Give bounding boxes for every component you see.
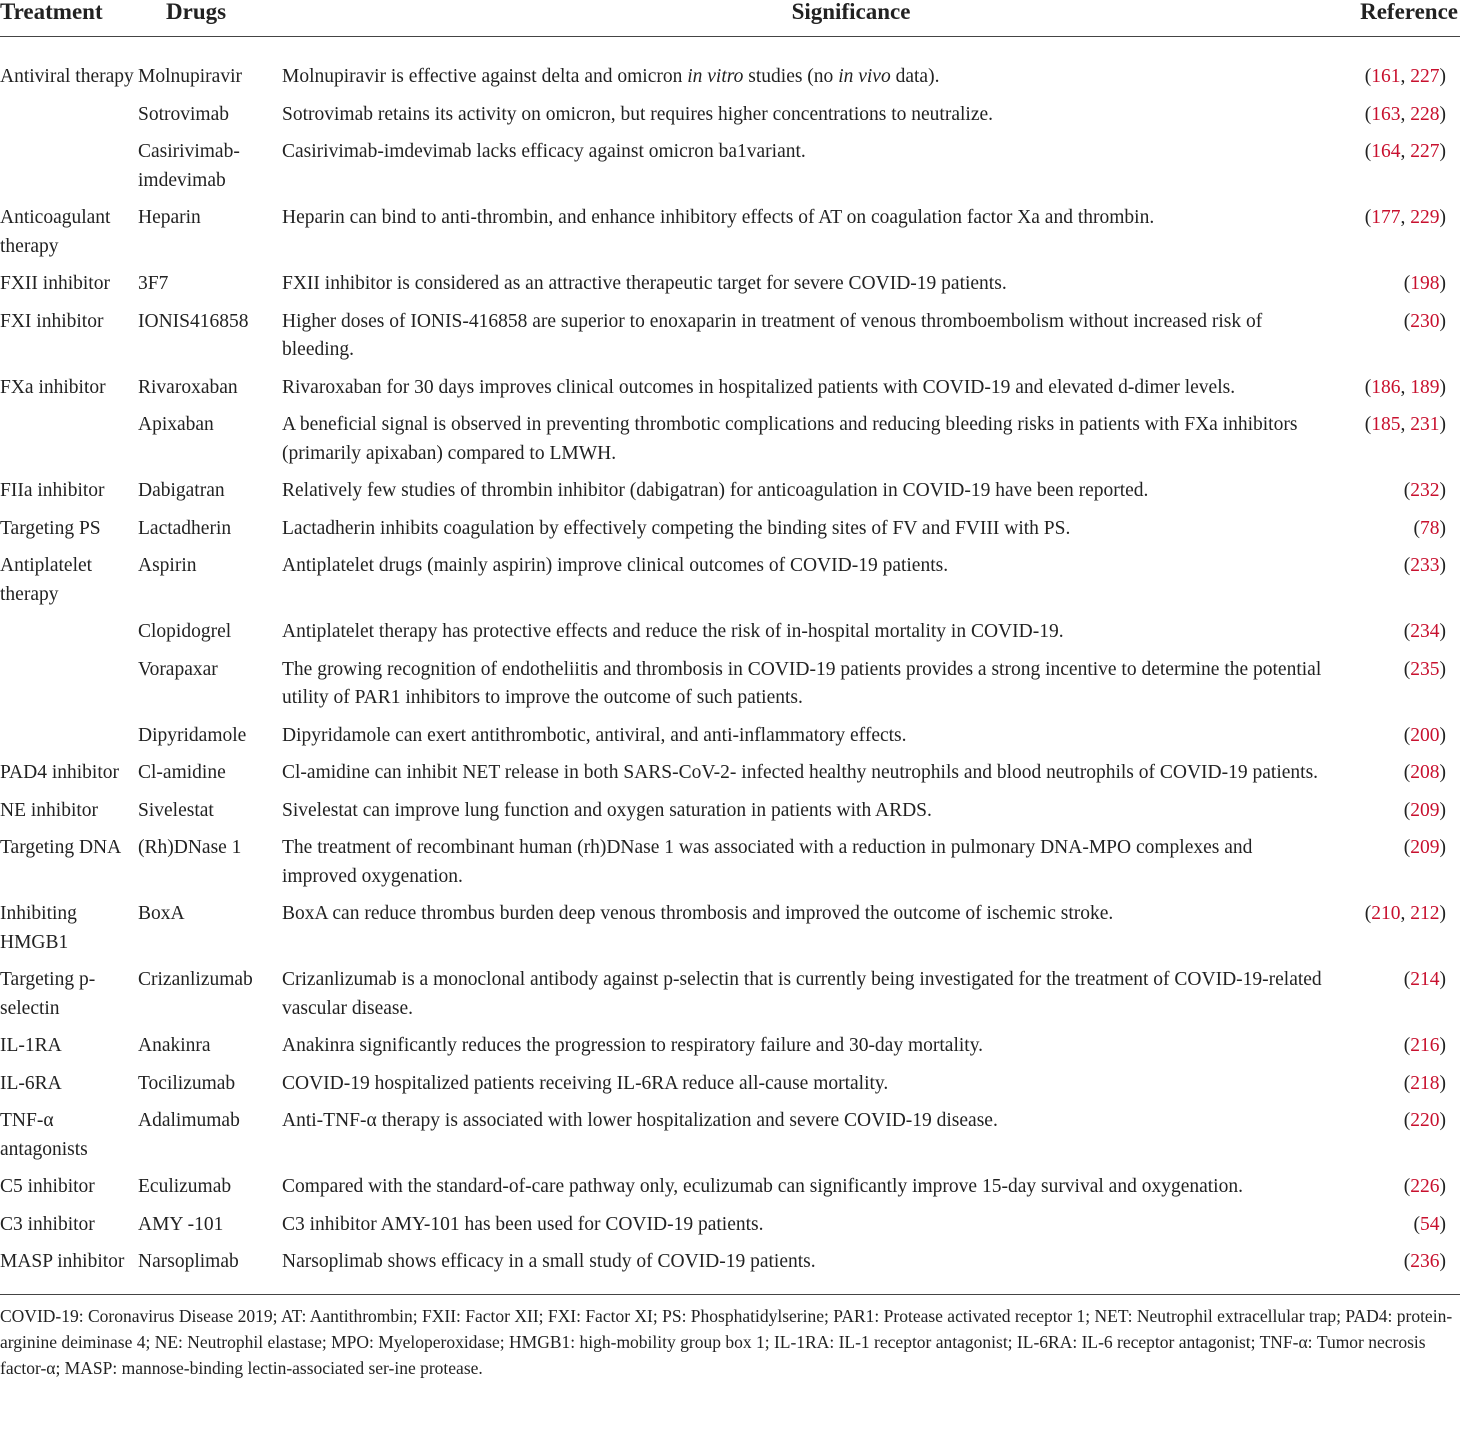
- significance-cell: [282, 618, 1340, 656]
- table-row: [0, 270, 1460, 308]
- reference-link[interactable]: 185: [1371, 414, 1401, 435]
- reference-link[interactable]: 210: [1371, 903, 1401, 924]
- treatment-cell: Targeting DNA: [0, 837, 122, 858]
- significance-text: Rivaroxaban for 30 days improves clinical outcomes in hospitalized patients with COVID-19 and elevated d-dimer levels.: [282, 376, 1236, 398]
- reference-link[interactable]: 78: [1420, 517, 1440, 539]
- drug-cell: Vorapaxar: [138, 658, 218, 680]
- reference-link[interactable]: 198: [1410, 273, 1440, 294]
- reference-link[interactable]: 161: [1371, 66, 1401, 87]
- treatment-cell: FXII inhibitor: [0, 273, 110, 294]
- drug-cell: BoxA: [138, 903, 185, 924]
- table-row: [0, 1107, 1460, 1173]
- reference-link[interactable]: 200: [1410, 724, 1440, 746]
- significance-text: COVID-19 hospitalized patients receiving IL-6RA reduce all-cause mortality.: [282, 1072, 889, 1094]
- significance-cell: [282, 900, 1340, 966]
- reference-cell: (234): [1403, 621, 1446, 642]
- treatment-cell: MASP inhibitor: [0, 1251, 125, 1272]
- table-row: [0, 515, 1460, 553]
- significance-text: Antiplatelet drugs (mainly aspirin) improve clinical outcomes of COVID-19 patients.: [282, 555, 949, 576]
- drug-cell: Tocilizumab: [138, 1072, 236, 1094]
- treatment-cell: Targeting PS: [0, 517, 101, 539]
- reference-link[interactable]: 231: [1410, 414, 1440, 435]
- drug-cell: Sivelestat: [138, 799, 214, 821]
- significance-cell: [282, 656, 1340, 722]
- significance-cell: [282, 37, 1340, 101]
- significance-cell: [282, 270, 1340, 308]
- reference-cell: (209): [1403, 837, 1446, 858]
- reference-link[interactable]: 186: [1371, 376, 1401, 398]
- reference-cell: (177, 229): [1364, 207, 1446, 228]
- reference-link[interactable]: 235: [1410, 658, 1440, 680]
- significance-cell: [282, 1107, 1340, 1173]
- table-row: [0, 618, 1460, 656]
- reference-cell: (161, 227): [1364, 66, 1446, 87]
- significance-cell: [282, 966, 1340, 1032]
- reference-cell: (164, 227): [1364, 141, 1446, 162]
- reference-cell: (232): [1403, 480, 1446, 501]
- significance-cell: [282, 101, 1340, 139]
- treatment-cell: [0, 101, 138, 139]
- drug-cell: Clopidogrel: [138, 621, 232, 642]
- significance-cell: [282, 759, 1340, 797]
- treatment-cell: IL-6RA: [0, 1072, 62, 1094]
- italic-text: in vivo: [838, 66, 891, 87]
- reference-link[interactable]: 189: [1410, 376, 1440, 398]
- reference-link[interactable]: 54: [1420, 1213, 1440, 1235]
- table-row: [0, 1070, 1460, 1108]
- significance-text: data).: [890, 66, 940, 87]
- header-reference: Reference: [1340, 0, 1460, 37]
- table-row: [0, 656, 1460, 722]
- reference-cell: (185, 231): [1364, 414, 1446, 435]
- reference-link[interactable]: 163: [1371, 103, 1401, 125]
- significance-cell: [282, 1248, 1340, 1286]
- drug-cell: Dipyridamole: [138, 724, 247, 746]
- significance-text: BoxA can reduce thrombus burden deep venous thrombosis and improved the outcome of ischemic stroke.: [282, 903, 1114, 924]
- table-row: [0, 966, 1460, 1032]
- drug-cell: Dabigatran: [138, 480, 225, 501]
- treatment-cell: Targeting p-selectin: [0, 969, 96, 1019]
- drug-cell: Anakinra: [138, 1035, 211, 1056]
- table-row: [0, 1032, 1460, 1070]
- drug-cell: (Rh)DNase 1: [138, 837, 242, 858]
- significance-text: The treatment of recombinant human (rh)DNase 1 was associated with a reduction in pulmonary DNA-MPO complexes and improved oxygenation.: [282, 837, 1253, 887]
- table-row: [0, 1211, 1460, 1249]
- header-row: [0, 0, 1460, 37]
- drug-cell: 3F7: [138, 273, 169, 294]
- significance-cell: [282, 1070, 1340, 1108]
- reference-cell: (209): [1403, 799, 1446, 821]
- drug-cell: Cl-amidine: [138, 762, 226, 783]
- treatment-cell: FIIa inhibitor: [0, 480, 105, 501]
- reference-cell: (210, 212): [1364, 903, 1446, 924]
- table-row: [0, 411, 1460, 477]
- table-body: [0, 37, 1460, 1286]
- significance-text: studies (no: [743, 66, 839, 87]
- reference-link[interactable]: 214: [1410, 969, 1440, 990]
- significance-text: The growing recognition of endotheliitis and thrombosis in COVID-19 patients provides a strong incentive to determine the potential utility of PAR1 inhibitors to improve the outcome of such patients.: [282, 658, 1322, 708]
- significance-text: Anakinra significantly reduces the progression to respiratory failure and 30-day mortality.: [282, 1035, 984, 1056]
- reference-link[interactable]: 208: [1410, 762, 1440, 783]
- significance-text: Dipyridamole can exert antithrombotic, antiviral, and anti-inflammatory effects.: [282, 724, 907, 746]
- drug-cell: Sotrovimab: [138, 103, 229, 125]
- significance-text: Higher doses of IONIS-416858 are superior to enoxaparin in treatment of venous thromboembolism without increased risk of bleeding.: [282, 310, 1263, 360]
- reference-link[interactable]: 209: [1410, 837, 1440, 858]
- reference-cell: (78): [1413, 517, 1446, 539]
- drug-cell: Heparin: [138, 207, 201, 228]
- significance-text: A beneficial signal is observed in preventing thrombotic complications and reducing bleeding risks in patients with FXa inhibitors (primarily apixaban) compared to LMWH.: [282, 414, 1298, 464]
- treatment-cell: Anticoagulant therapy: [0, 207, 111, 257]
- treatment-cell: Inhibiting HMGB1: [0, 903, 77, 953]
- significance-text: Casirivimab-imdevimab lacks efficacy against omicron ba1variant.: [282, 141, 806, 162]
- significance-text: Anti-TNF-α therapy is associated with lower hospitalization and severe COVID-19 disease.: [282, 1110, 998, 1131]
- header-drugs: Drugs: [138, 0, 282, 37]
- treatment-cell: [0, 411, 138, 477]
- significance-cell: [282, 204, 1340, 270]
- treatment-cell: [0, 722, 138, 760]
- reference-link[interactable]: 209: [1410, 799, 1440, 821]
- table-row: [0, 1173, 1460, 1211]
- reference-link[interactable]: 226: [1410, 1176, 1440, 1197]
- drug-cell: Narsoplimab: [138, 1251, 239, 1272]
- table-row: [0, 797, 1460, 835]
- drug-cell: Molnupiravir: [138, 66, 242, 87]
- drug-cell: Casirivimab-imdevimab: [138, 141, 240, 191]
- reference-cell: (200): [1403, 724, 1446, 746]
- significance-text: Heparin can bind to anti-thrombin, and enhance inhibitory effects of AT on coagulation factor Xa and thrombin.: [282, 207, 1155, 228]
- reference-link[interactable]: 236: [1410, 1251, 1440, 1272]
- table-row: [0, 374, 1460, 412]
- reference-cell: (208): [1403, 762, 1446, 783]
- header-treatment: Treatment: [0, 0, 138, 37]
- table-header: [0, 0, 1460, 37]
- table-row: [0, 204, 1460, 270]
- reference-cell: (220): [1403, 1110, 1446, 1131]
- italic-text: in vitro: [687, 66, 744, 87]
- reference-cell: (186, 189): [1364, 376, 1446, 398]
- reference-link[interactable]: 229: [1410, 207, 1440, 228]
- drug-cell: IONIS416858: [138, 310, 249, 332]
- reference-link[interactable]: 212: [1410, 903, 1440, 924]
- significance-text: Sotrovimab retains its activity on omicron, but requires higher concentrations to neutralize.: [282, 103, 994, 125]
- significance-text: Crizanlizumab is a monoclonal antibody against p-selectin that is currently being investigated for the treatment of COVID-19-related vascular disease.: [282, 969, 1322, 1019]
- reference-cell: (198): [1403, 273, 1446, 294]
- significance-cell: [282, 1032, 1340, 1070]
- reference-cell: (214): [1403, 969, 1446, 990]
- reference-cell: (233): [1403, 555, 1446, 576]
- reference-link[interactable]: 218: [1410, 1072, 1440, 1094]
- table-footnote: COVID-19: Coronavirus Disease 2019; AT: Aantithrombin; FXII: Factor XII; FXI: Factor XI; PS: Phosphatidylserine; PAR1: Protease activated receptor 1; NET: Neutrophil extracellular trap; PAD4: protein-arginine deiminase 4; NE: Neutrophil elastase; MPO: Myeloperoxidase; HMGB1: high-mobility group box 1; IL-1RA: IL-1 receptor antagonist; IL-6RA: IL-6 receptor antagonist; TNF-α: Tumor necrosis factor-α; MASP: mannose-binding lectin-associated ser-ine protease.: [0, 1305, 1453, 1378]
- reference-link[interactable]: 164: [1371, 141, 1401, 162]
- drug-cell: Lactadherin: [138, 517, 232, 539]
- table-row: [0, 477, 1460, 515]
- significance-cell: [282, 411, 1340, 477]
- significance-cell: [282, 138, 1340, 204]
- reference-cell: (54): [1413, 1213, 1446, 1235]
- significance-text: Lactadherin inhibits coagulation by effectively competing the binding sites of FV and FVIII with PS.: [282, 517, 1071, 539]
- reference-link[interactable]: 234: [1410, 621, 1440, 642]
- reference-link[interactable]: 220: [1410, 1110, 1440, 1131]
- reference-cell: (235): [1403, 658, 1446, 680]
- header-significance: Significance: [282, 0, 1340, 37]
- significance-text: C3 inhibitor AMY-101 has been used for COVID-19 patients.: [282, 1213, 764, 1235]
- reference-cell: (236): [1403, 1251, 1446, 1272]
- significance-text: FXII inhibitor is considered as an attractive therapeutic target for severe COVID-19 patients.: [282, 273, 1007, 294]
- reference-cell: (216): [1403, 1035, 1446, 1056]
- significance-cell: [282, 834, 1340, 900]
- significance-cell: [282, 722, 1340, 760]
- drug-cell: AMY -101: [138, 1213, 224, 1235]
- significance-text: Sivelestat can improve lung function and oxygen saturation in patients with ARDS.: [282, 799, 932, 821]
- significance-text: Antiplatelet therapy has protective effects and reduce the risk of in-hospital mortality in COVID-19.: [282, 621, 1064, 642]
- treatment-cell: NE inhibitor: [0, 799, 99, 821]
- treatment-cell: PAD4 inhibitor: [0, 762, 120, 783]
- significance-text: Cl-amidine can inhibit NET release in both SARS-CoV-2- infected healthy neutrophils and blood neutrophils of COVID-19 patients.: [282, 762, 1319, 783]
- significance-cell: [282, 477, 1340, 515]
- significance-cell: [282, 1211, 1340, 1249]
- significance-cell: [282, 308, 1340, 374]
- drug-cell: Apixaban: [138, 414, 214, 435]
- reference-link[interactable]: 228: [1410, 103, 1440, 125]
- drug-cell: Adalimumab: [138, 1110, 240, 1131]
- treatment-cell: Antiviral therapy: [0, 66, 134, 87]
- table-row: [0, 759, 1460, 797]
- reference-cell: (226): [1403, 1176, 1446, 1197]
- table-row: [0, 101, 1460, 139]
- drug-cell: Aspirin: [138, 555, 197, 576]
- significance-text: Molnupiravir is effective against delta and omicron: [282, 66, 688, 87]
- reference-cell: (163, 228): [1364, 103, 1446, 125]
- treatment-cell: IL-1RA: [0, 1035, 62, 1056]
- table-row: [0, 834, 1460, 900]
- table-row: [0, 722, 1460, 760]
- reference-link[interactable]: 230: [1410, 310, 1440, 332]
- treatment-cell: TNF-α antagonists: [0, 1110, 88, 1160]
- reference-link[interactable]: 232: [1410, 480, 1440, 501]
- drug-cell: Eculizumab: [138, 1176, 232, 1197]
- table-row: [0, 1248, 1460, 1286]
- reference-cell: (218): [1403, 1072, 1446, 1094]
- reference-link[interactable]: 233: [1410, 555, 1440, 576]
- treatment-cell: [0, 618, 138, 656]
- significance-text: Narsoplimab shows efficacy in a small study of COVID-19 patients.: [282, 1251, 816, 1272]
- table-row: [0, 552, 1460, 618]
- significance-cell: [282, 552, 1340, 618]
- significance-cell: [282, 515, 1340, 553]
- treatment-cell: [0, 138, 138, 204]
- significance-cell: [282, 374, 1340, 412]
- treatment-cell: Antiplatelet therapy: [0, 555, 93, 605]
- significance-cell: [282, 1173, 1340, 1211]
- reference-link[interactable]: 216: [1410, 1035, 1440, 1056]
- drug-cell: Crizanlizumab: [138, 969, 253, 990]
- reference-cell: (230): [1403, 310, 1446, 332]
- treatment-cell: FXa inhibitor: [0, 376, 106, 398]
- significance-cell: [282, 797, 1340, 835]
- significance-text: Compared with the standard-of-care pathway only, eculizumab can significantly improve 15-day survival and oxygenation.: [282, 1176, 1243, 1197]
- treatment-cell: C3 inhibitor: [0, 1213, 95, 1235]
- table-row: [0, 308, 1460, 374]
- treatment-cell: FXI inhibitor: [0, 310, 104, 332]
- reference-link[interactable]: 227: [1410, 66, 1440, 87]
- significance-text: Relatively few studies of thrombin inhibitor (dabigatran) for anticoagulation in COVID-19 have been reported.: [282, 480, 1149, 501]
- table-row: [0, 138, 1460, 204]
- reference-link[interactable]: 177: [1371, 207, 1401, 228]
- reference-link[interactable]: 227: [1410, 141, 1440, 162]
- treatment-cell: [0, 656, 138, 722]
- table-row: [0, 900, 1460, 966]
- drug-cell: Rivaroxaban: [138, 376, 238, 398]
- table-row: [0, 37, 1460, 101]
- treatment-cell: C5 inhibitor: [0, 1176, 95, 1197]
